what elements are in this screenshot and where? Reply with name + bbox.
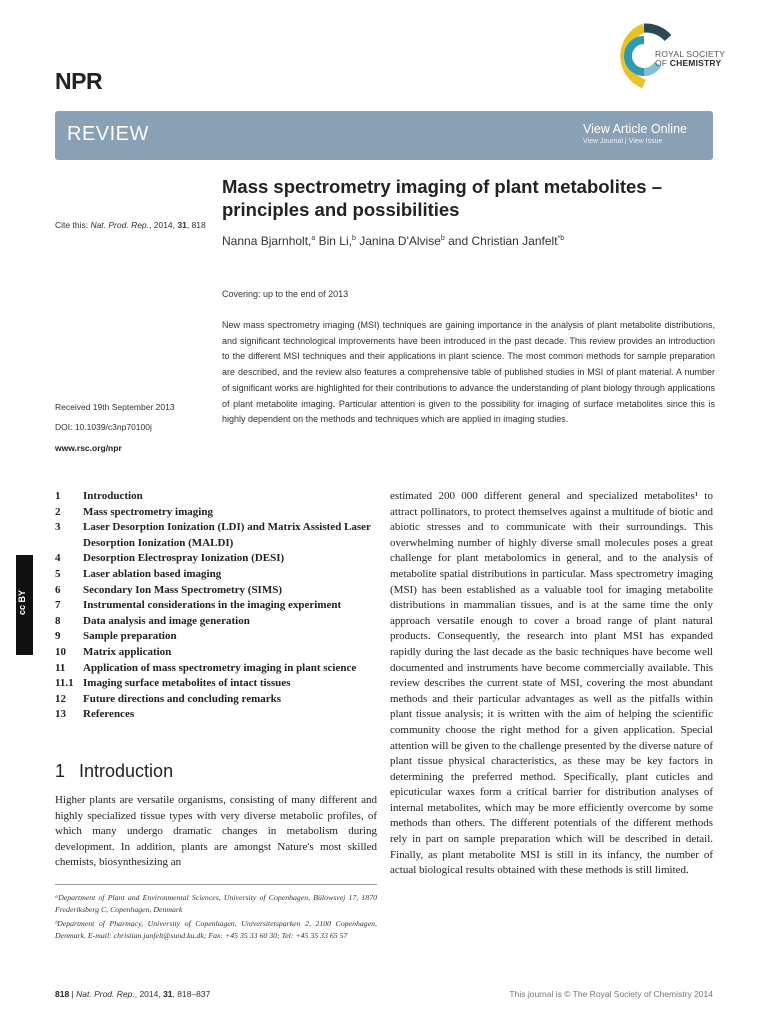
author-4: and Christian Janfelt (444, 234, 558, 248)
toc-item[interactable] (55, 707, 380, 723)
footnote-divider (55, 884, 377, 885)
cite-page: , 818 (186, 220, 206, 230)
publisher-name (655, 50, 725, 68)
cc-license-text: cc BY (17, 589, 27, 615)
footnote-b: ᵇDepartment of Pharmacy, University of Copenhagen, Universitetsparken 2, 2100 Copenhagen, Denmark. E-mail: christian.janfelt@sund.ku.dk; Fax: +45 35 33 60 30; Tel: +45 35 33 65 57 (55, 919, 377, 940)
toc-text: Imaging surface metabolites of intact tissues (83, 677, 291, 690)
toc-item[interactable] (55, 505, 380, 521)
cite-year: , 2014, (149, 220, 178, 230)
publisher-line-2-bold: CHEMISTRY (669, 58, 722, 68)
toc-text: Instrumental considerations in the imaging experiment (83, 599, 342, 612)
publisher-line-1: ROYAL SOCIETY (655, 49, 726, 59)
author-2-affil: b (351, 235, 356, 242)
author-list (222, 234, 564, 248)
view-issue-link[interactable]: View Issue (628, 138, 663, 145)
footer-separator: | (69, 989, 77, 999)
toc-number: 8 (55, 614, 61, 627)
journal-url[interactable]: www.rsc.org/npr (55, 443, 122, 453)
toc-text: Introduction (83, 490, 143, 502)
section-heading (55, 761, 187, 782)
page-number: 818 (55, 989, 70, 999)
view-links (583, 138, 662, 145)
toc-item[interactable] (55, 645, 380, 661)
toc-item[interactable] (55, 676, 380, 692)
toc-text: References (83, 708, 135, 721)
toc-number: 12 (55, 692, 66, 705)
cite-label: Cite this: (55, 220, 91, 230)
toc-item[interactable] (55, 489, 380, 505)
title-line-2: principles and possibilities (222, 199, 460, 220)
toc-number: 3 (55, 521, 61, 534)
article-title (222, 175, 722, 221)
toc-text: Secondary Ion Mass Spectrometry (SIMS) (83, 583, 283, 596)
view-journal-link[interactable]: View Journal (583, 138, 623, 145)
author-1-affil: a (311, 235, 316, 242)
view-article-online-link[interactable]: View Article Online (583, 122, 687, 136)
toc-text: Data analysis and image generation (83, 614, 250, 627)
toc-item[interactable] (55, 629, 380, 645)
footer-volume: 31 (163, 989, 173, 999)
toc-item[interactable] (55, 551, 380, 567)
toc-number: 2 (55, 505, 61, 518)
toc-text: Laser ablation based imaging (83, 567, 222, 580)
toc-number: 13 (55, 708, 66, 721)
toc-item[interactable] (55, 598, 380, 614)
toc-item[interactable] (55, 661, 380, 677)
section-number: 1 (55, 761, 66, 781)
toc-number: 11 (55, 661, 66, 674)
toc-text: Laser Desorption Ionization (LDI) and Matrix Assisted Laser Desorption Ionization (MALDI) (83, 521, 371, 549)
copyright-notice: This journal is © The Royal Society of Chemistry 2014 (509, 989, 713, 999)
author-1: Nanna Bjarnholt, (222, 234, 312, 248)
cc-license-badge[interactable] (16, 555, 33, 655)
author-2: Bin Li, (315, 234, 352, 248)
toc-number: 4 (55, 552, 61, 565)
toc-item[interactable] (55, 692, 380, 708)
footer-year: , 2014, (134, 989, 164, 999)
toc-number: 10 (55, 645, 66, 658)
toc-number: 1 (55, 490, 61, 502)
author-3-affil: b (440, 235, 445, 242)
toc-text: Mass spectrometry imaging (83, 505, 213, 518)
toc-number: 5 (55, 567, 61, 580)
footer-pages: , 818–837 (172, 989, 211, 999)
covering-note: Covering: up to the end of 2013 (222, 289, 349, 299)
links-separator: | (622, 138, 629, 145)
author-3: Janina D'Alvise (355, 234, 441, 248)
toc-text: Future directions and concluding remarks (83, 692, 282, 705)
journal-logo: NPR (55, 68, 103, 94)
toc-text: Desorption Electrospray Ionization (DESI) (83, 552, 285, 565)
section-title: Introduction (79, 761, 174, 781)
affiliation-footnotes (55, 892, 377, 944)
table-of-contents (55, 489, 380, 723)
toc-text: Application of mass spectrometry imaging in plant science (83, 661, 357, 674)
footnote-a: ᵃDepartment of Plant and Environmental Sciences, University of Copenhagen, Bülowsvej 17, 1870 Frederiksberg C, Copenhagen, Denmark (55, 893, 377, 914)
toc-text: Sample preparation (83, 630, 177, 643)
toc-text: Matrix application (83, 645, 172, 658)
publisher-line-2-prefix: OF (655, 58, 670, 68)
toc-item[interactable] (55, 614, 380, 630)
cite-journal: Nat. Prod. Rep. (90, 220, 150, 230)
cite-volume: 31 (177, 220, 187, 230)
footer-journal: Nat. Prod. Rep. (76, 989, 135, 999)
intro-paragraph: Higher plants are versatile organisms, consisting of many different and highly specialized tissue types with very diverse metabolic profiles, of which many undergo dramatic changes in metabolism during development. In addition, plants are amongst Nature's most skilled chemists, biosynthesizing an (55, 794, 377, 869)
received-date: Received 19th September 2013 (55, 402, 175, 412)
toc-number: 6 (55, 583, 61, 596)
page-footer-citation (55, 989, 210, 999)
toc-item[interactable] (55, 567, 380, 583)
title-line-1: Mass spectrometry imaging of plant metabolites – (222, 176, 662, 197)
toc-number: 7 (55, 599, 61, 612)
section-label: REVIEW (67, 123, 149, 145)
toc-item[interactable] (55, 583, 380, 599)
right-column-text: estimated 200 000 different general and specialized metabolites¹ to attract pollinators, to protect themselves against a multitude of biotic and abiotic stresses and to communicate with their surroundings. This overwhelming number of highly diverse small molecules poses a great challenge for plant metabolomics in general, and to the analysis of metabolite spatial distributions in particular. Mass spectrometry imaging (MSI) has been established as a valuable tool for imaging metabolite distributions in mammalian tissues, and is at the same time the only approach versatile enough to cover a broad range of plant natural products. Consequently, the research into plant MSI has expanded rapidly during the last decade as the basic techniques have become well documented and instruments have become commercially available. This review describes the current state of MSI, covering the most abundant methods and their particular advantages as well as the pitfalls within plant tissue analysis; it is written with the aim of helping the scientific community choose the right method for a given application. Special attention will be given to the challenge presented by the diverse nature of plant tissue physical characteristics, as these may be key factors in determining the preferred method. Specifically, plant cuticles and epicuticular waxes form a critical barrier for distribution analyses of internal metabolites, which may be more efficiently overcome by some methods than others. The different potentials of the different methods rely in part on sample preparation which will be described in detail. Finally, as plant metabolite MSI is still in its infancy, the number of actual biological results obtained with these methods is still limited. (390, 490, 713, 877)
doi[interactable]: DOI: 10.1039/c3np70100j (55, 422, 152, 432)
citation (55, 220, 206, 230)
toc-number: 9 (55, 630, 61, 643)
author-4-affil: *b (557, 235, 565, 242)
toc-number: 11.1 (55, 677, 74, 690)
abstract: New mass spectrometry imaging (MSI) techniques are gaining importance in the analysis of plant metabolite distributions, and significant technological improvements have been introduced in the past decade. This review provides an introduction to the different MSI techniques and their applications in plant science. The most common methods for sample preparation are described, and the review also features a comprehensive table of published studies in MSI of plant material. A number of significant works are highlighted for their contributions to advance the understanding of plant biology through applications of plant metabolite imaging. Particular attention is given to the possibility for imaging of surface metabolites since this is highly dependent on the methods and techniques which are applied in imaging studies. (222, 320, 715, 425)
toc-item[interactable] (55, 520, 380, 551)
